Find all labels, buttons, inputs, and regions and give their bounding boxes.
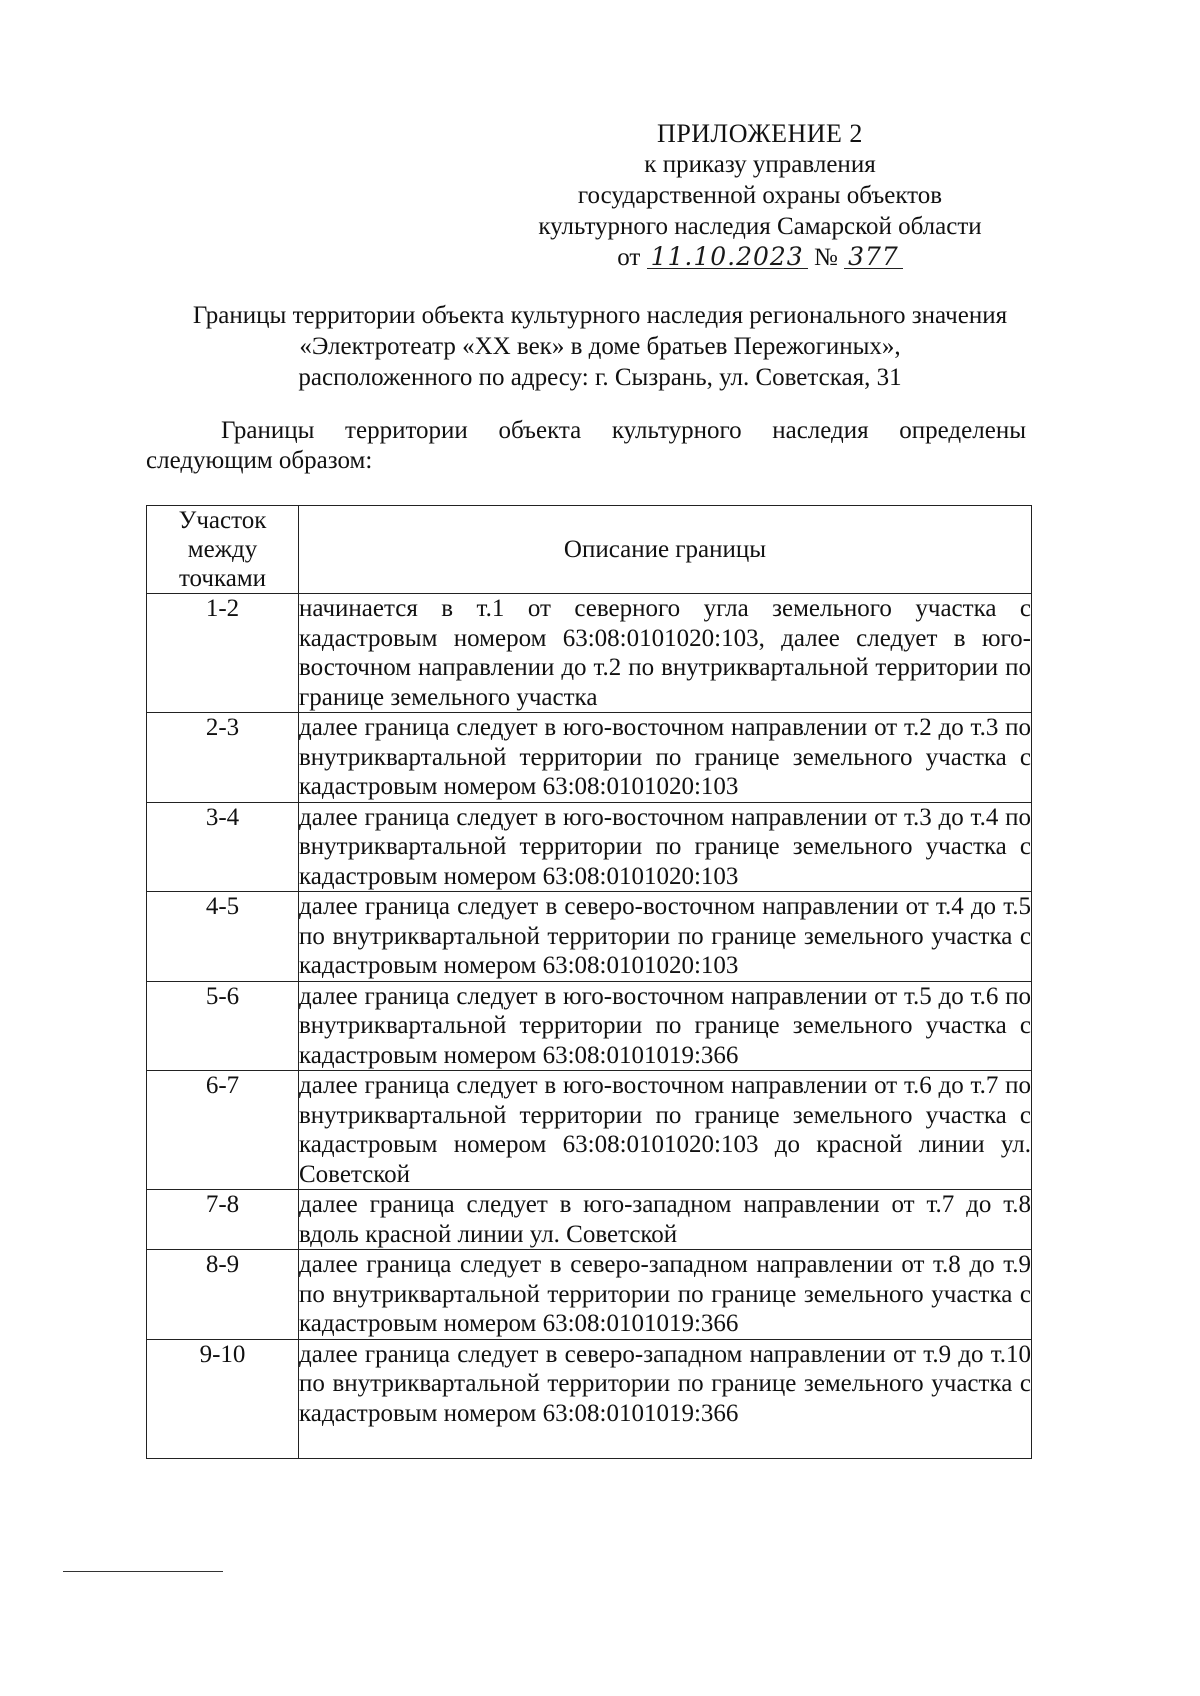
approval-line-1: к приказу управления [644, 151, 876, 178]
table-row [147, 1071, 1032, 1190]
segment-cell: 9-10 [147, 1339, 299, 1458]
segment-cell: 6-7 [147, 1071, 299, 1190]
table-row [147, 1190, 1032, 1250]
description-cell: далее граница следует в северо-восточном направлении от т.4 до т.5 по внутриквартальной территории по границе земельного участка с кадастровым номером 63:08:0101020:103 [299, 893, 1031, 979]
description-cell: далее граница следует в юго-восточном направлении от т.3 до т.4 по внутриквартальной территории по границе земельного участка с кадастровым номером 63:08:0101020:103 [299, 803, 1031, 890]
title-line-1: Границы территории объекта культурного наследия регионального значения [192, 302, 1008, 329]
table-row [147, 594, 1032, 713]
title-line-2: «Электротеатр «XX век» в доме братьев Пережогиных», [299, 333, 901, 360]
segment-cell: 1-2 [147, 594, 299, 713]
segment-cell: 4-5 [147, 892, 299, 982]
title-line-3: расположенного по адресу: г. Сызрань, ул. Советская, 31 [298, 364, 902, 391]
description-cell: далее граница следует в северо-западном направлении от т.9 до т.10 по внутриквартальной территории по границе земельного участка с кадастровым номером 63:08:0101019:366 [299, 1339, 1032, 1458]
date-prefix: от [617, 244, 641, 271]
table-row [147, 1250, 1032, 1340]
approval-block [500, 118, 1020, 273]
appendix-title: ПРИЛОЖЕНИЕ 2 [657, 119, 863, 148]
handwritten-number: 377 [844, 246, 903, 269]
table-row [147, 892, 1032, 982]
approval-line-2: государственной охраны объектов [577, 182, 943, 209]
header-description: Описание границы [299, 506, 1032, 594]
segment-cell: 7-8 [147, 1190, 299, 1250]
table-row [147, 981, 1032, 1071]
description-cell: далее граница следует в юго-восточном направлении от т.6 до т.7 по внутриквартальной территории по границе земельного участка с кадастровым номером 63:08:0101020:103 до красной линии ул. Советской [299, 1072, 1031, 1188]
description-cell: далее граница следует в юго-восточном направлении от т.5 до т.6 по внутриквартальной территории по границе земельного участка с кадастровым номером 63:08:0101019:366 [299, 982, 1031, 1069]
intro-paragraph: Границы территории объекта культурного наследия определены следующим образом: [146, 417, 1026, 474]
footnote-divider [63, 1571, 223, 1572]
table-row [147, 802, 1032, 892]
approval-line-3: культурного наследия Самарской области [538, 213, 982, 240]
date-number-line [617, 242, 903, 273]
description-cell: далее граница следует в юго-восточном направлении от т.2 до т.3 по внутриквартальной территории по границе земельного участка с кадастровым номером 63:08:0101020:103 [299, 714, 1031, 800]
table-row [147, 713, 1032, 803]
boundary-table [146, 505, 1032, 1459]
header-segment: Участок между точками [147, 506, 299, 594]
table-row [147, 1339, 1032, 1458]
number-prefix: № [813, 244, 838, 271]
table-header-row [147, 506, 1032, 594]
description-cell: далее граница следует в юго-западном направлении от т.7 до т.8 вдоль красной линии ул. Советской [299, 1191, 1031, 1248]
description-cell: начинается в т.1 от северного угла земельного участка с кадастровым номером 63:08:0101020:103, далее следует в юго-восточном направлении до т.2 по внутриквартальной территории по границе земельного участка [299, 595, 1031, 711]
handwritten-date: 11.10.2023 [647, 246, 808, 269]
segment-cell: 2-3 [147, 713, 299, 803]
segment-cell: 8-9 [147, 1250, 299, 1340]
document-title [140, 300, 1060, 393]
segment-cell: 5-6 [147, 981, 299, 1071]
segment-cell: 3-4 [147, 802, 299, 892]
description-cell: далее граница следует в северо-западном направлении от т.8 до т.9 по внутриквартальной территории по границе земельного участка с кадастровым номером 63:08:0101019:366 [299, 1251, 1031, 1337]
